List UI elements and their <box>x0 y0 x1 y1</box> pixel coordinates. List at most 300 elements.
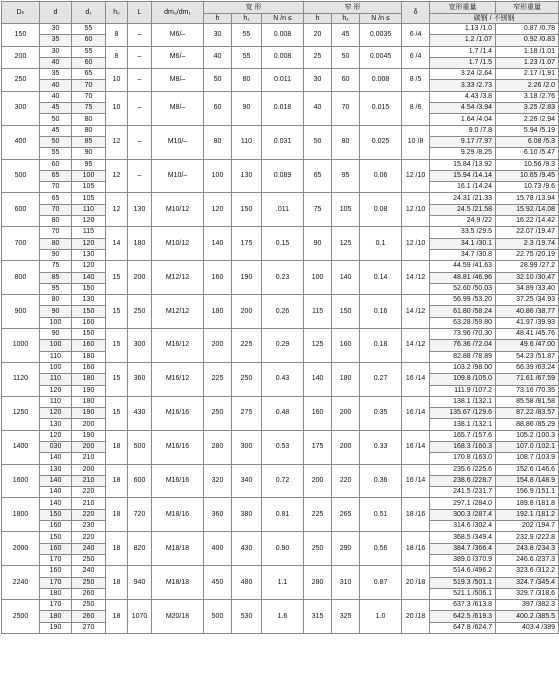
cell-narrow-weight: 202 /194.7 <box>496 521 559 532</box>
cell-d: 120 <box>40 385 72 396</box>
cell-h2: 18 <box>106 600 128 634</box>
cell-narrow-h1: 60 <box>332 69 360 92</box>
cell-d1: 160 <box>72 340 106 351</box>
cell-d1: 70 <box>72 91 106 102</box>
cell-narrow-h: 100 <box>304 261 332 295</box>
cell-l: 300 <box>128 329 152 363</box>
cell-d1: 120 <box>72 216 106 227</box>
cell-narrow-weight: 152.6 /146.6 <box>496 464 559 475</box>
cell-d: 100 <box>40 317 72 328</box>
cell-wide-h1: 340 <box>232 464 262 498</box>
cell-delta: 8 /5 <box>402 69 430 92</box>
cell-delta: 12 /10 <box>402 227 430 261</box>
table-row <box>2 600 559 611</box>
cell-wide-n: 0.23 <box>262 261 304 295</box>
cell-h2: 18 <box>106 430 128 464</box>
table-row <box>2 498 559 509</box>
cell-d: 30 <box>40 24 72 35</box>
cell-wide-n: 0.008 <box>262 46 304 69</box>
cell-wide-weight: 111.9 /107.2 <box>430 385 496 396</box>
cell-narrow-h1: 95 <box>332 159 360 193</box>
cell-dm: M10/– <box>152 125 204 159</box>
cell-wide-h: 80 <box>204 125 232 159</box>
cell-d1: 190 <box>72 430 106 441</box>
cell-wide-n: 0.90 <box>262 532 304 566</box>
cell-wide-weight: 168.3 /160.3 <box>430 441 496 452</box>
cell-d1: 180 <box>72 396 106 407</box>
cell-d1: 105 <box>72 193 106 204</box>
table-row <box>2 396 559 407</box>
cell-narrow-h1: 180 <box>332 362 360 396</box>
cell-d: 75 <box>40 261 72 272</box>
cell-delta: 6 /4 <box>402 46 430 69</box>
cell-wide-h1: 80 <box>232 69 262 92</box>
header-l: L <box>128 2 152 24</box>
cell-wide-h: 140 <box>204 227 232 261</box>
cell-d1: 100 <box>72 170 106 181</box>
cell-d: 150 <box>40 532 72 543</box>
table-row <box>2 46 559 57</box>
cell-dm: M8/– <box>152 91 204 125</box>
cell-d1: 150 <box>72 329 106 340</box>
cell-wide-h: 50 <box>204 69 232 92</box>
cell-narrow-h: 20 <box>304 24 332 47</box>
cell-h2: 18 <box>106 464 128 498</box>
header-dm: dm₀/dm₁ <box>152 2 204 24</box>
header-wide-n-ratio: N /n ≤ <box>262 14 304 24</box>
cell-wide-n: 0.26 <box>262 295 304 329</box>
cell-dn: 1250 <box>2 396 40 430</box>
header-wide-weight: 宽形重量 <box>430 2 496 14</box>
cell-d1: 250 <box>72 577 106 588</box>
cell-d1: 55 <box>72 46 106 57</box>
cell-d1: 90 <box>72 148 106 159</box>
cell-wide-n: 0.53 <box>262 430 304 464</box>
table-row <box>2 69 559 80</box>
cell-wide-h: 30 <box>204 24 232 47</box>
cell-narrow-n: 0.08 <box>360 193 402 227</box>
cell-wide-h: 40 <box>204 46 232 69</box>
cell-narrow-weight: 324.7 /345.4 <box>496 577 559 588</box>
cell-d1: 180 <box>72 374 106 385</box>
cell-narrow-n: 0.36 <box>360 464 402 498</box>
cell-dm: M16/12 <box>152 329 204 363</box>
header-wide-shape: 宽 形 <box>204 2 304 14</box>
cell-wide-h: 120 <box>204 193 232 227</box>
cell-h2: 15 <box>106 362 128 396</box>
cell-dn: 300 <box>2 91 40 125</box>
cell-narrow-h: 65 <box>304 159 332 193</box>
cell-wide-weight: 4.43 /3.8 <box>430 91 496 102</box>
cell-narrow-h1: 105 <box>332 193 360 227</box>
cell-narrow-weight: 73.16 /70.35 <box>496 385 559 396</box>
cell-wide-h1: 480 <box>232 566 262 600</box>
cell-d: 140 <box>40 453 72 464</box>
cell-l: 1070 <box>128 600 152 634</box>
cell-wide-weight: 1.2 /1.07 <box>430 35 496 46</box>
cell-d: 110 <box>40 351 72 362</box>
cell-d: 70 <box>40 204 72 215</box>
cell-narrow-weight: 3.25 /2.83 <box>496 103 559 114</box>
cell-h2: 14 <box>106 227 128 261</box>
cell-d1: 220 <box>72 487 106 498</box>
cell-dm: M16/16 <box>152 430 204 464</box>
cell-d1: 210 <box>72 498 106 509</box>
cell-h2: 15 <box>106 261 128 295</box>
cell-narrow-n: 0.27 <box>360 362 402 396</box>
cell-narrow-h1: 150 <box>332 295 360 329</box>
cell-wide-n: 1.1 <box>262 566 304 600</box>
cell-narrow-weight: 41.97 /39.93 <box>496 317 559 328</box>
cell-d: 65 <box>40 170 72 181</box>
cell-narrow-h: 25 <box>304 46 332 69</box>
cell-wide-weight: 384.7 /366.4 <box>430 543 496 554</box>
cell-d1: 120 <box>72 261 106 272</box>
cell-wide-weight: 3.24 /2.64 <box>430 69 496 80</box>
cell-d1: 55 <box>72 24 106 35</box>
cell-l: 720 <box>128 498 152 532</box>
cell-wide-weight: 15.94 /14.14 <box>430 170 496 181</box>
data-table-container <box>1 1 556 634</box>
cell-delta: 18 /16 <box>402 498 430 532</box>
cell-d1: 130 <box>72 295 106 306</box>
cell-wide-h: 360 <box>204 498 232 532</box>
table-row <box>2 329 559 340</box>
cell-d1: 200 <box>72 441 106 452</box>
cell-narrow-n: 0.025 <box>360 125 402 159</box>
cell-narrow-n: 0.015 <box>360 91 402 125</box>
cell-dn: 2500 <box>2 600 40 634</box>
cell-d1: 60 <box>72 57 106 68</box>
cell-h2: 15 <box>106 396 128 430</box>
cell-delta: 10 /8 <box>402 125 430 159</box>
cell-narrow-h: 160 <box>304 396 332 430</box>
cell-d: 40 <box>40 57 72 68</box>
cell-d1: 120 <box>72 238 106 249</box>
cell-narrow-h: 125 <box>304 329 332 363</box>
cell-narrow-h1: 125 <box>332 227 360 261</box>
cell-wide-weight: 170.8 /163.0 <box>430 453 496 464</box>
table-header <box>2 2 559 24</box>
cell-narrow-weight: 66.39 /63.24 <box>496 362 559 373</box>
cell-wide-weight: 9.29 /8.25 <box>430 148 496 159</box>
cell-d: 90 <box>40 306 72 317</box>
cell-wide-n: 0.011 <box>262 69 304 92</box>
cell-narrow-n: 0.56 <box>360 532 402 566</box>
cell-d: 90 <box>40 249 72 260</box>
cell-dm: M8/– <box>152 69 204 92</box>
cell-d1: 75 <box>72 103 106 114</box>
table-row <box>2 193 559 204</box>
cell-d: 170 <box>40 577 72 588</box>
cell-wide-h1: 275 <box>232 396 262 430</box>
cell-d1: 190 <box>72 385 106 396</box>
cell-l: – <box>128 46 152 69</box>
cell-narrow-n: 0.87 <box>360 566 402 600</box>
table-row <box>2 91 559 102</box>
cell-wide-weight: 4.54 /3.94 <box>430 103 496 114</box>
cell-wide-weight: 24.31 /21.33 <box>430 193 496 204</box>
cell-narrow-h: 250 <box>304 532 332 566</box>
cell-d1: 95 <box>72 159 106 170</box>
cell-narrow-n: 0.14 <box>360 261 402 295</box>
cell-d1: 230 <box>72 521 106 532</box>
cell-d1: 220 <box>72 532 106 543</box>
cell-d: 95 <box>40 283 72 294</box>
cell-h2: 18 <box>106 498 128 532</box>
cell-wide-h: 100 <box>204 159 232 193</box>
cell-narrow-h: 140 <box>304 362 332 396</box>
cell-narrow-weight: 54.23 /51.87 <box>496 351 559 362</box>
cell-delta: 14 /12 <box>402 261 430 295</box>
cell-narrow-weight: 22.75 /20.19 <box>496 249 559 260</box>
cell-wide-weight: 138.1 /132.1 <box>430 419 496 430</box>
cell-l: – <box>128 91 152 125</box>
cell-d1: 105 <box>72 182 106 193</box>
header-narrow-shape: 窄 形 <box>304 2 402 14</box>
cell-h2: 15 <box>106 295 128 329</box>
cell-d: 30 <box>40 46 72 57</box>
cell-wide-weight: 48.81 /46.96 <box>430 272 496 283</box>
cell-wide-h: 60 <box>204 91 232 125</box>
cell-narrow-h1: 80 <box>332 125 360 159</box>
cell-narrow-h: 115 <box>304 295 332 329</box>
cell-d: 160 <box>40 566 72 577</box>
cell-narrow-n: 1.0 <box>360 600 402 634</box>
cell-dn: 1120 <box>2 362 40 396</box>
header-narrow-h: h <box>304 14 332 24</box>
cell-delta: 16 /14 <box>402 362 430 396</box>
cell-dm: M16/16 <box>152 396 204 430</box>
cell-wide-h: 250 <box>204 396 232 430</box>
cell-wide-weight: 300.3 /287.4 <box>430 509 496 520</box>
cell-delta: 12 /10 <box>402 193 430 227</box>
table-row <box>2 295 559 306</box>
cell-d: 120 <box>40 408 72 419</box>
cell-wide-weight: 82.88 /78.89 <box>430 351 496 362</box>
cell-wide-n: 1.6 <box>262 600 304 634</box>
cell-wide-weight: 1.64 /4.04 <box>430 114 496 125</box>
cell-narrow-h: 280 <box>304 566 332 600</box>
table-row <box>2 159 559 170</box>
cell-wide-h1: 190 <box>232 261 262 295</box>
cell-d1: 110 <box>72 204 106 215</box>
cell-dm: M10/– <box>152 159 204 193</box>
cell-d1: 180 <box>72 351 106 362</box>
cell-d1: 210 <box>72 453 106 464</box>
cell-d1: 160 <box>72 317 106 328</box>
cell-wide-weight: 103.2 /98.00 <box>430 362 496 373</box>
cell-narrow-weight: 108.7 /103.9 <box>496 453 559 464</box>
cell-d: 110 <box>40 374 72 385</box>
cell-narrow-weight: 34.89 /33.40 <box>496 283 559 294</box>
table-row <box>2 566 559 577</box>
cell-dm: M10/12 <box>152 227 204 261</box>
cell-wide-h1: 250 <box>232 362 262 396</box>
cell-wide-weight: 235.6 /225.6 <box>430 464 496 475</box>
cell-wide-weight: 9.17 /7.97 <box>430 136 496 147</box>
cell-wide-weight: 56.99 /53.20 <box>430 295 496 306</box>
table-row <box>2 464 559 475</box>
header-dn: Dₙ <box>2 2 40 24</box>
cell-narrow-n: 0.0045 <box>360 46 402 69</box>
cell-d1: 250 <box>72 600 106 611</box>
cell-narrow-weight: 154.8 /148.9 <box>496 475 559 486</box>
cell-narrow-weight: 2.26 /2.94 <box>496 114 559 125</box>
cell-wide-weight: 34.7 /30.8 <box>430 249 496 260</box>
cell-d1: 150 <box>72 306 106 317</box>
cell-narrow-h1: 140 <box>332 261 360 295</box>
cell-wide-h1: 300 <box>232 430 262 464</box>
cell-d: 85 <box>40 272 72 283</box>
cell-narrow-n: 0.008 <box>360 69 402 92</box>
cell-wide-weight: 241.5 /231.7 <box>430 487 496 498</box>
cell-narrow-weight: 107.0 /102.1 <box>496 441 559 452</box>
cell-narrow-weight: 0.87 /0.78 <box>496 24 559 35</box>
cell-wide-weight: 3.33 /2.73 <box>430 80 496 91</box>
cell-narrow-weight: 105.2 /100.3 <box>496 430 559 441</box>
cell-wide-weight: 314.6 /302.4 <box>430 521 496 532</box>
cell-d: 50 <box>40 136 72 147</box>
header-material: 碳钢 / 不锈钢 <box>430 14 559 24</box>
cell-dn: 400 <box>2 125 40 159</box>
cell-wide-weight: 52.60 /50.03 <box>430 283 496 294</box>
cell-h2: 10 <box>106 69 128 92</box>
cell-narrow-n: 0.33 <box>360 430 402 464</box>
cell-narrow-h: 75 <box>304 193 332 227</box>
cell-wide-weight: 238.6 /228.7 <box>430 475 496 486</box>
table-row <box>2 430 559 441</box>
cell-narrow-h: 315 <box>304 600 332 634</box>
cell-d1: 150 <box>72 283 106 294</box>
cell-h2: 18 <box>106 532 128 566</box>
header-delta: δ <box>402 2 430 24</box>
cell-h2: 12 <box>106 159 128 193</box>
cell-narrow-weight: 189.8 /181.8 <box>496 498 559 509</box>
cell-wide-weight: 1.7 /1.5 <box>430 57 496 68</box>
cell-delta: 16 /14 <box>402 464 430 498</box>
cell-narrow-h: 225 <box>304 498 332 532</box>
cell-d: 70 <box>40 227 72 238</box>
cell-narrow-n: 0.35 <box>360 396 402 430</box>
cell-narrow-weight: 1.18 /1.01 <box>496 46 559 57</box>
cell-narrow-weight: 88.86 /85.29 <box>496 419 559 430</box>
cell-wide-weight: 1.7 /1.4 <box>430 46 496 57</box>
cell-d: 110 <box>40 396 72 407</box>
cell-dm: M18/18 <box>152 566 204 600</box>
cell-narrow-h: 175 <box>304 430 332 464</box>
cell-narrow-n: 0.16 <box>360 295 402 329</box>
cell-d1: 260 <box>72 588 106 599</box>
cell-d: 35 <box>40 69 72 80</box>
cell-narrow-h1: 200 <box>332 396 360 430</box>
cell-l: 600 <box>128 464 152 498</box>
cell-dm: M16/16 <box>152 464 204 498</box>
cell-dm: M12/12 <box>152 261 204 295</box>
cell-dm: M6/– <box>152 46 204 69</box>
cell-l: 130 <box>128 193 152 227</box>
cell-narrow-weight: 400.2 /385.5 <box>496 611 559 622</box>
cell-dm: M10/12 <box>152 193 204 227</box>
cell-narrow-weight: 10.65 /9.45 <box>496 170 559 181</box>
cell-dn: 150 <box>2 24 40 47</box>
cell-wide-h1: 200 <box>232 295 262 329</box>
cell-delta: 14 /12 <box>402 295 430 329</box>
cell-wide-h: 280 <box>204 430 232 464</box>
cell-delta: 6 /4 <box>402 24 430 47</box>
cell-wide-weight: 642.5 /619.3 <box>430 611 496 622</box>
cell-d: 90 <box>40 329 72 340</box>
cell-wide-weight: 63.28 /59.80 <box>430 317 496 328</box>
cell-narrow-weight: 329.7 /318.6 <box>496 588 559 599</box>
cell-dn: 200 <box>2 46 40 69</box>
cell-d1: 80 <box>72 114 106 125</box>
cell-wide-weight: 44.59 /41.63 <box>430 261 496 272</box>
cell-l: 820 <box>128 532 152 566</box>
cell-d: 55 <box>40 148 72 159</box>
cell-wide-weight: 514.6 /496.2 <box>430 566 496 577</box>
cell-d: 100 <box>40 340 72 351</box>
cell-d: 60 <box>40 159 72 170</box>
cell-d: 170 <box>40 600 72 611</box>
cell-d1: 240 <box>72 566 106 577</box>
cell-narrow-weight: 323.6 /312.2 <box>496 566 559 577</box>
cell-d: 140 <box>40 498 72 509</box>
cell-narrow-weight: 16.22 /14.42 <box>496 216 559 227</box>
cell-wide-h: 160 <box>204 261 232 295</box>
cell-wide-weight: 33.5 /29.5 <box>430 227 496 238</box>
cell-narrow-weight: 156.9 /151.1 <box>496 487 559 498</box>
cell-narrow-weight: 192.1 /181.2 <box>496 509 559 520</box>
cell-narrow-weight: 10.73 /9.6 <box>496 182 559 193</box>
cell-d: 170 <box>40 554 72 565</box>
header-h2: h₂ <box>106 2 128 24</box>
cell-wide-h1: 90 <box>232 91 262 125</box>
cell-narrow-weight: 85.58 /81.58 <box>496 396 559 407</box>
table-row <box>2 227 559 238</box>
cell-narrow-weight: 32.10 /30.47 <box>496 272 559 283</box>
table-row <box>2 125 559 136</box>
cell-l: 360 <box>128 362 152 396</box>
cell-l: – <box>128 24 152 47</box>
cell-h2: 10 <box>106 91 128 125</box>
cell-narrow-weight: 2.26 /2.0 <box>496 80 559 91</box>
table-row <box>2 24 559 35</box>
cell-d1: 65 <box>72 69 106 80</box>
cell-wide-n: 0.29 <box>262 329 304 363</box>
cell-l: 180 <box>128 227 152 261</box>
cell-wide-h1: 130 <box>232 159 262 193</box>
cell-narrow-weight: 243.8 /234.3 <box>496 543 559 554</box>
cell-wide-weight: 647.8 /624.7 <box>430 622 496 633</box>
cell-d: 70 <box>40 182 72 193</box>
cell-dm: M18/16 <box>152 498 204 532</box>
cell-narrow-h1: 325 <box>332 600 360 634</box>
cell-d: 140 <box>40 487 72 498</box>
cell-dm: M16/12 <box>152 362 204 396</box>
cell-wide-weight: 135.67 /129.6 <box>430 408 496 419</box>
cell-wide-weight: 1.13 /1.0 <box>430 24 496 35</box>
cell-narrow-h: 40 <box>304 91 332 125</box>
cell-wide-h: 400 <box>204 532 232 566</box>
cell-wide-n: 0.48 <box>262 396 304 430</box>
cell-narrow-weight: 48.41 /45.76 <box>496 329 559 340</box>
cell-d: 80 <box>40 295 72 306</box>
cell-wide-h: 320 <box>204 464 232 498</box>
cell-d1: 140 <box>72 272 106 283</box>
cell-dn: 1000 <box>2 329 40 363</box>
cell-delta: 20 /18 <box>402 600 430 634</box>
